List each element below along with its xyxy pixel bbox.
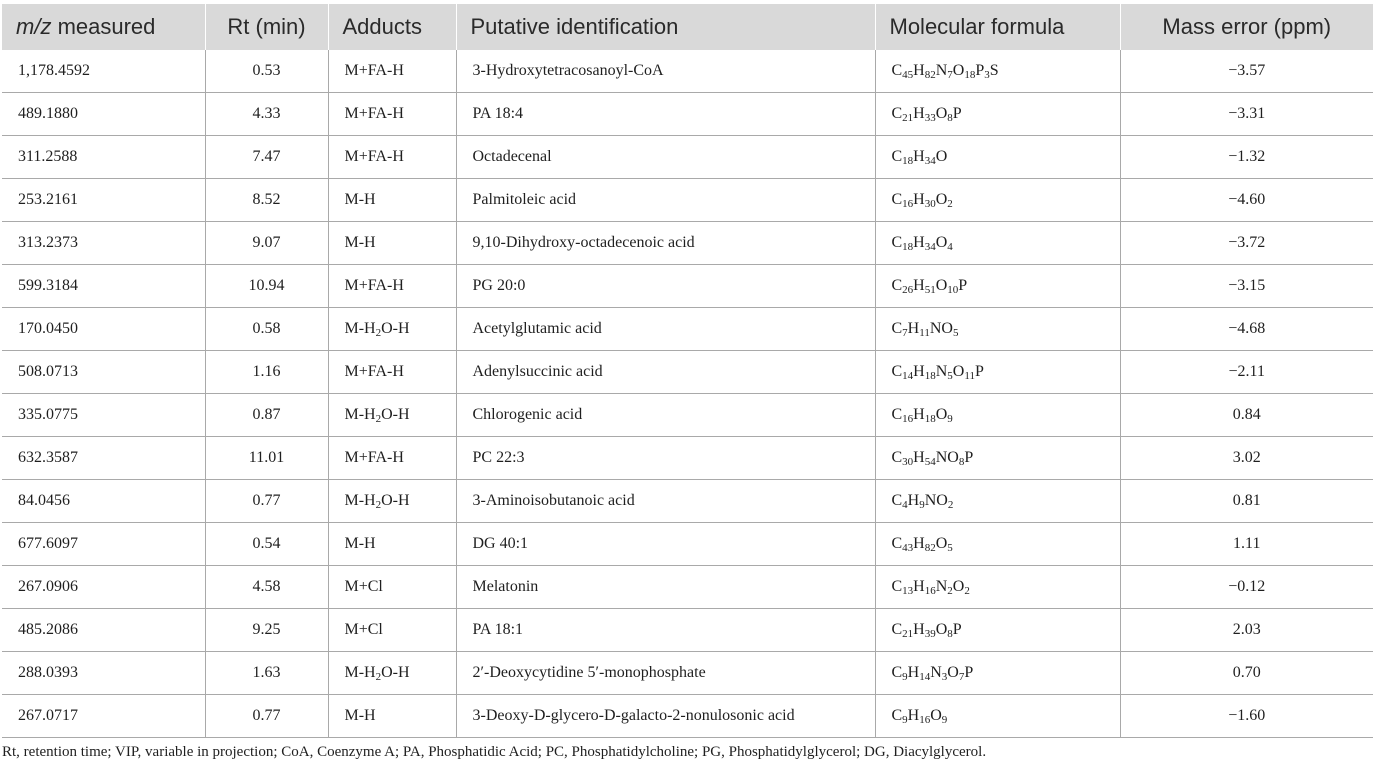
formula-symbol: P <box>974 363 984 380</box>
cell-formula <box>875 265 1120 308</box>
adduct-symbol: M-H <box>344 234 376 251</box>
cell-formula <box>875 480 1120 523</box>
cell-formula <box>875 394 1120 437</box>
formula-symbol: C <box>891 707 903 724</box>
cell-formula <box>875 351 1120 394</box>
formula-subscript: 7 <box>958 671 965 683</box>
cell-rt: 4.58 <box>205 566 328 609</box>
table-row <box>2 695 1373 738</box>
adduct-subscript: 2 <box>375 327 382 339</box>
cell-identification: 3-Hydroxytetracosanoyl-CoA <box>456 50 875 93</box>
cell-mass-error: −0.12 <box>1120 566 1373 609</box>
formula-subscript: 30 <box>924 198 936 210</box>
formula-symbol: C <box>891 191 903 208</box>
formula-symbol: P <box>952 105 962 122</box>
cell-identification: 9,10-Dihydroxy-octadecenoic acid <box>456 222 875 265</box>
cell-adduct <box>328 480 456 523</box>
cell-identification: PC 22:3 <box>456 437 875 480</box>
cell-adduct <box>328 50 456 93</box>
table-row <box>2 265 1373 308</box>
cell-mass-error: 2.03 <box>1120 609 1373 652</box>
formula-subscript: 30 <box>902 456 914 468</box>
cell-mass-error: −2.11 <box>1120 351 1373 394</box>
cell-rt: 10.94 <box>205 265 328 308</box>
formula-symbol: C <box>891 105 903 122</box>
table-row <box>2 609 1373 652</box>
adduct-subscript: 2 <box>375 413 382 425</box>
formula-subscript: 18 <box>964 69 976 81</box>
formula-subscript: 18 <box>902 155 914 167</box>
cell-mz: 632.3587 <box>2 437 205 480</box>
formula-symbol: H <box>913 277 925 294</box>
cell-mz: 84.0456 <box>2 480 205 523</box>
formula-subscript: 13 <box>902 585 914 597</box>
formula-symbol: H <box>907 492 920 509</box>
formula-symbol: O <box>935 406 948 423</box>
formula-subscript: 45 <box>902 69 914 81</box>
formula-symbol: H <box>913 449 925 466</box>
header-identification: Putative identification <box>456 4 875 50</box>
cell-mz: 170.0450 <box>2 308 205 351</box>
formula-symbol: O <box>947 664 959 681</box>
cell-identification: PG 20:0 <box>456 265 875 308</box>
cell-rt: 4.33 <box>205 93 328 136</box>
adduct-symbol: M+FA-H <box>344 148 404 165</box>
cell-mass-error: 0.84 <box>1120 394 1373 437</box>
formula-symbol: NO <box>924 492 948 509</box>
cell-identification: 3-Deoxy-D-glycero-D-galacto-2-nonulosonic acid <box>456 695 875 738</box>
formula-subscript: 5 <box>947 542 953 554</box>
formula-symbol: O <box>935 148 948 165</box>
cell-mass-error: −1.32 <box>1120 136 1373 179</box>
adduct-symbol: M-H <box>344 535 376 552</box>
cell-identification: PA 18:4 <box>456 93 875 136</box>
adduct-subscript: 2 <box>375 671 382 683</box>
formula-symbol: H <box>913 148 925 165</box>
formula-symbol: O <box>935 105 948 122</box>
cell-rt: 0.87 <box>205 394 328 437</box>
formula-symbol: C <box>891 449 903 466</box>
cell-rt: 0.58 <box>205 308 328 351</box>
header-mz-italic: m/z <box>16 14 52 39</box>
adduct-symbol: M+FA-H <box>344 363 404 380</box>
formula-subscript: 18 <box>924 370 936 382</box>
table-row <box>2 222 1373 265</box>
cell-rt: 1.16 <box>205 351 328 394</box>
formula-symbol: H <box>913 191 925 208</box>
cell-adduct <box>328 93 456 136</box>
formula-symbol: H <box>913 234 925 251</box>
cell-formula <box>875 308 1120 351</box>
formula-subscript: 9 <box>902 671 908 683</box>
table-body <box>2 50 1373 738</box>
adduct-symbol: O-H <box>381 492 410 509</box>
formula-symbol: H <box>913 578 925 595</box>
cell-formula <box>875 222 1120 265</box>
cell-mass-error: −4.68 <box>1120 308 1373 351</box>
formula-subscript: 43 <box>902 542 914 554</box>
formula-subscript: 18 <box>924 413 936 425</box>
table-row <box>2 480 1373 523</box>
table-row <box>2 566 1373 609</box>
cell-formula <box>875 523 1120 566</box>
formula-symbol: C <box>891 148 903 165</box>
table-row <box>2 437 1373 480</box>
formula-symbol: O <box>935 535 948 552</box>
cell-adduct <box>328 695 456 738</box>
formula-subscript: 34 <box>924 155 936 167</box>
formula-symbol: O <box>930 707 942 724</box>
cell-mass-error: −3.57 <box>1120 50 1373 93</box>
cell-adduct <box>328 222 456 265</box>
formula-subscript: 16 <box>919 714 931 726</box>
formula-symbol: O <box>935 621 948 638</box>
adduct-symbol: M+FA-H <box>344 277 404 294</box>
cell-mz: 1,178.4592 <box>2 50 205 93</box>
formula-subscript: 4 <box>902 499 908 511</box>
cell-identification: Adenylsuccinic acid <box>456 351 875 394</box>
formula-subscript: 2 <box>964 585 970 597</box>
formula-symbol: P <box>975 62 985 79</box>
cell-rt: 0.53 <box>205 50 328 93</box>
cell-rt: 9.07 <box>205 222 328 265</box>
cell-mz: 677.6097 <box>2 523 205 566</box>
table-row <box>2 523 1373 566</box>
formula-symbol: H <box>913 105 925 122</box>
cell-identification: Palmitoleic acid <box>456 179 875 222</box>
cell-mz: 253.2161 <box>2 179 205 222</box>
adduct-symbol: M+Cl <box>344 578 383 595</box>
cell-identification: Melatonin <box>456 566 875 609</box>
cell-adduct <box>328 351 456 394</box>
formula-subscript: 9 <box>919 499 925 511</box>
formula-subscript: 5 <box>952 327 959 339</box>
cell-mass-error: 1.11 <box>1120 523 1373 566</box>
cell-rt: 0.77 <box>205 480 328 523</box>
table-row <box>2 179 1373 222</box>
cell-adduct <box>328 652 456 695</box>
formula-symbol: C <box>891 277 903 294</box>
cell-formula <box>875 136 1120 179</box>
formula-subscript: 54 <box>924 456 936 468</box>
formula-subscript: 11 <box>964 370 975 382</box>
cell-rt: 0.77 <box>205 695 328 738</box>
formula-symbol: N <box>935 363 948 380</box>
header-mz-rest: measured <box>51 14 156 39</box>
cell-formula <box>875 179 1120 222</box>
adduct-symbol: M-H <box>344 664 376 681</box>
table-row <box>2 308 1373 351</box>
cell-identification: 2′-Deoxycytidine 5′-monophosphate <box>456 652 875 695</box>
table-row <box>2 351 1373 394</box>
adduct-symbol: M+FA-H <box>344 105 404 122</box>
formula-symbol: H <box>907 320 920 337</box>
formula-symbol: C <box>891 62 903 79</box>
formula-symbol: O <box>952 578 965 595</box>
formula-symbol: O <box>935 234 948 251</box>
formula-symbol: C <box>891 664 903 681</box>
adduct-symbol: M-H <box>344 320 376 337</box>
cell-identification: Acetylglutamic acid <box>456 308 875 351</box>
cell-mass-error: 0.81 <box>1120 480 1373 523</box>
formula-subscript: 39 <box>924 628 936 640</box>
formula-subscript: 8 <box>958 456 965 468</box>
header-molecular-formula: Molecular formula <box>875 4 1120 50</box>
cell-adduct <box>328 566 456 609</box>
cell-rt: 7.47 <box>205 136 328 179</box>
adduct-symbol: M+FA-H <box>344 449 404 466</box>
header-mass-error: Mass error (ppm) <box>1120 4 1373 50</box>
table-row <box>2 136 1373 179</box>
adduct-symbol: M+Cl <box>344 621 383 638</box>
formula-subscript: 33 <box>924 112 936 124</box>
cell-adduct <box>328 394 456 437</box>
cell-mz: 508.0713 <box>2 351 205 394</box>
cell-adduct <box>328 523 456 566</box>
formula-symbol: P <box>952 621 962 638</box>
formula-symbol: NO <box>935 449 959 466</box>
formula-symbol: C <box>891 406 903 423</box>
formula-symbol: O <box>952 62 965 79</box>
formula-symbol: O <box>935 191 948 208</box>
cell-adduct <box>328 179 456 222</box>
table-footnote: Rt, retention time; VIP, variable in projection; CoA, Coenzyme A; PA, Phosphatidic Acid; PC, Phosphatidylcholine; PG, Phosphatidylglycerol; DG, Diacylglycerol. <box>2 744 987 760</box>
formula-subscript: 16 <box>902 198 914 210</box>
cell-adduct <box>328 609 456 652</box>
cell-mass-error: −3.31 <box>1120 93 1373 136</box>
cell-adduct <box>328 308 456 351</box>
formula-symbol: O <box>952 363 965 380</box>
cell-mz: 288.0393 <box>2 652 205 695</box>
cell-mass-error: 0.70 <box>1120 652 1373 695</box>
adduct-symbol: M+FA-H <box>344 62 404 79</box>
formula-subscript: 11 <box>919 327 930 339</box>
cell-identification: PA 18:1 <box>456 609 875 652</box>
cell-adduct <box>328 265 456 308</box>
cell-rt: 8.52 <box>205 179 328 222</box>
table-row <box>2 50 1373 93</box>
cell-mz: 267.0717 <box>2 695 205 738</box>
cell-rt: 0.54 <box>205 523 328 566</box>
formula-symbol: P <box>964 449 974 466</box>
formula-subscript: 2 <box>947 499 954 511</box>
formula-subscript: 8 <box>947 112 953 124</box>
formula-subscript: 14 <box>902 370 914 382</box>
adduct-symbol: M-H <box>344 707 376 724</box>
formula-subscript: 3 <box>941 671 948 683</box>
formula-symbol: C <box>891 492 903 509</box>
formula-symbol: S <box>989 62 999 79</box>
results-table-container <box>2 4 1373 738</box>
formula-subscript: 34 <box>924 241 936 253</box>
cell-mz: 311.2588 <box>2 136 205 179</box>
formula-symbol: C <box>891 578 903 595</box>
formula-subscript: 8 <box>947 628 953 640</box>
cell-adduct <box>328 437 456 480</box>
table-row <box>2 394 1373 437</box>
cell-identification: 3-Aminoisobutanoic acid <box>456 480 875 523</box>
formula-symbol: H <box>913 406 925 423</box>
formula-subscript: 16 <box>924 585 936 597</box>
cell-mass-error: −4.60 <box>1120 179 1373 222</box>
cell-formula <box>875 652 1120 695</box>
cell-identification: Chlorogenic acid <box>456 394 875 437</box>
formula-symbol: N <box>935 62 948 79</box>
formula-subscript: 5 <box>947 370 953 382</box>
formula-subscript: 82 <box>924 69 936 81</box>
formula-symbol: H <box>913 363 925 380</box>
table-row <box>2 652 1373 695</box>
formula-subscript: 21 <box>902 112 914 124</box>
formula-symbol: H <box>913 621 925 638</box>
table-row <box>2 93 1373 136</box>
formula-subscript: 14 <box>919 671 931 683</box>
formula-subscript: 82 <box>924 542 936 554</box>
formula-symbol: H <box>907 707 920 724</box>
cell-rt: 11.01 <box>205 437 328 480</box>
cell-formula <box>875 437 1120 480</box>
formula-symbol: N <box>935 578 948 595</box>
header-mz-measured <box>2 4 205 50</box>
formula-subscript: 3 <box>984 69 990 81</box>
adduct-symbol: O-H <box>381 320 410 337</box>
formula-subscript: 2 <box>947 198 953 210</box>
adduct-symbol: M-H <box>344 492 376 509</box>
cell-mz: 485.2086 <box>2 609 205 652</box>
formula-symbol: O <box>935 277 948 294</box>
formula-symbol: C <box>891 535 903 552</box>
cell-formula <box>875 50 1120 93</box>
formula-symbol: P <box>958 277 968 294</box>
cell-mass-error: 3.02 <box>1120 437 1373 480</box>
cell-formula <box>875 93 1120 136</box>
cell-mass-error: −3.15 <box>1120 265 1373 308</box>
cell-identification: DG 40:1 <box>456 523 875 566</box>
formula-subscript: 21 <box>902 628 914 640</box>
formula-subscript: 26 <box>902 284 914 296</box>
cell-mz: 599.3184 <box>2 265 205 308</box>
cell-identification: Octadecenal <box>456 136 875 179</box>
formula-subscript: 9 <box>947 413 953 425</box>
formula-subscript: 2 <box>947 585 953 597</box>
formula-symbol: C <box>891 621 903 638</box>
formula-subscript: 16 <box>902 413 914 425</box>
formula-symbol: C <box>891 363 903 380</box>
adduct-symbol: M-H <box>344 191 376 208</box>
cell-mz: 489.1880 <box>2 93 205 136</box>
adduct-symbol: O-H <box>381 664 410 681</box>
adduct-symbol: O-H <box>381 406 410 423</box>
formula-subscript: 9 <box>941 714 948 726</box>
cell-formula <box>875 609 1120 652</box>
formula-subscript: 51 <box>924 284 936 296</box>
formula-subscript: 7 <box>947 69 953 81</box>
header-row <box>2 4 1373 50</box>
formula-symbol: C <box>891 320 903 337</box>
formula-symbol: H <box>913 535 925 552</box>
cell-mz: 335.0775 <box>2 394 205 437</box>
formula-subscript: 10 <box>947 284 959 296</box>
formula-symbol: C <box>891 234 903 251</box>
cell-mz: 313.2373 <box>2 222 205 265</box>
cell-mass-error: −1.60 <box>1120 695 1373 738</box>
cell-mz: 267.0906 <box>2 566 205 609</box>
header-adducts: Adducts <box>328 4 456 50</box>
results-table <box>2 4 1373 738</box>
formula-subscript: 4 <box>947 241 953 253</box>
cell-rt: 1.63 <box>205 652 328 695</box>
header-rt: Rt (min) <box>205 4 328 50</box>
formula-symbol: NO <box>929 320 953 337</box>
cell-rt: 9.25 <box>205 609 328 652</box>
formula-symbol: H <box>907 664 920 681</box>
cell-adduct <box>328 136 456 179</box>
formula-symbol: H <box>913 62 925 79</box>
formula-subscript: 7 <box>902 327 908 339</box>
formula-symbol: N <box>930 664 942 681</box>
formula-subscript: 18 <box>902 241 914 253</box>
cell-formula <box>875 695 1120 738</box>
formula-subscript: 9 <box>902 714 908 726</box>
adduct-symbol: M-H <box>344 406 376 423</box>
formula-symbol: P <box>964 664 974 681</box>
cell-formula <box>875 566 1120 609</box>
adduct-subscript: 2 <box>375 499 382 511</box>
cell-mass-error: −3.72 <box>1120 222 1373 265</box>
